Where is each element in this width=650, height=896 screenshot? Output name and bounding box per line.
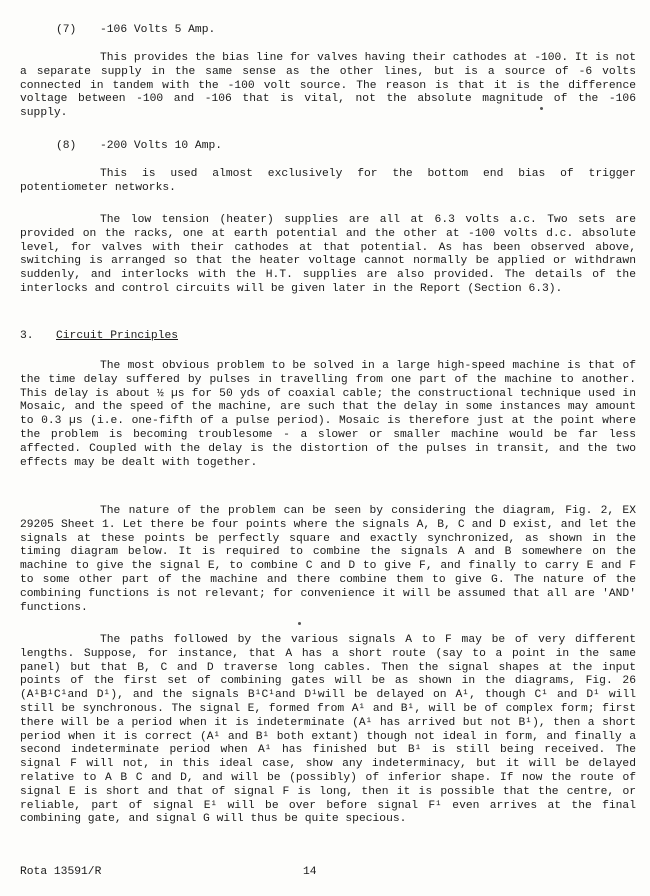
paragraph-bias-line: This provides the bias line for valves having their cathodes at -100. It is not a separate supply in the same sense as the other lines, but is a source of -6 volts connected in tandem with the -100 volt source. The reason is that it is the difference voltage between -100 and -106 that is vital, not the absolute magnitude of the -106 supply. bbox=[20, 52, 636, 120]
section-number: 3. bbox=[20, 330, 34, 342]
item-text: -200 Volts 10 Amp. bbox=[100, 140, 223, 152]
item-text: -106 Volts 5 Amp. bbox=[100, 24, 216, 36]
section-heading bbox=[20, 330, 178, 344]
page-number: 14 bbox=[303, 866, 317, 878]
item-number: (7) bbox=[56, 24, 77, 36]
item-number: (8) bbox=[56, 140, 77, 152]
paragraph-time-delay-problem: The most obvious problem to be solved in a large high-speed machine is that of the time delay suffered by pulses in travelling from one part of the machine to another. This delay is about ½ µs for 50 yds of coaxial cable; the constructional technique used in Mosaic, and the speed of the machine, are such that the delay in some instances may amount to 0.3 µs (i.e. one-fifth of a pulse period). Mosaic is therefore just at the point where the problem is becoming troublesome - a slower or smaller machine would be far less affected. Coupled with the delay is the distortion of the pulses in transit, and the two effects may be dealt with together. bbox=[20, 360, 636, 469]
supply-item-7 bbox=[56, 24, 215, 38]
paragraph-signal-paths: The paths followed by the various signals A to F may be of very different lengths. Suppose, for instance, that A has a short route (say to a point in the same panel) but that B, C and D traverse long cables. Then the signal shapes at the input points of the first set of combining gates will be as shown in the diagrams, Fig. 26 (A¹B¹C¹and D¹), and the signals B¹C¹and D¹will be delayed on A¹, though C¹ and D¹ will still be synchronous. The signal E, formed from A¹ and B¹, will be of complex form; first there will be a period when it is indeterminate (A¹ has arrived but not B¹), then a short period when it is correct (A¹ and B¹ both extant) though not ideal in form, and finally a second indeterminate period when A¹ has finished but B¹ is still being received. The signal F will not, in this ideal case, show any indeterminacy, but it will be delayed relative to A B C and D, and will be (possibly) of inferior shape. If now the route of signal E is short and that of signal F is long, then it is possible that the centre, or reliable, part of signal E¹ will be over before signal F¹ even arrives at the final combining gate, and signal G will thus be quite specious. bbox=[20, 634, 636, 826]
paragraph-low-tension-supplies: The low tension (heater) supplies are all at 6.3 volts a.c. Two sets are provided on the racks, one at earth potential and the other at -100 volts d.c. absolute level, for valves with their cathodes at that potential. As has been observed above, switching is arranged so that the heater voltage cannot normally be applied or withdrawn suddenly, and interlocks with the H.T. supplies are also provided. The details of the interlocks and control circuits will be given later in the Report (Section 6.3). bbox=[20, 214, 636, 295]
paragraph-problem-nature: The nature of the problem can be seen by considering the diagram, Fig. 2, EX 29205 Sheet 1. Let there be four points where the signals A, B, C and D exist, and let the signals at these points be perfectly square and exactly synchronized, as shown in the timing diagram below. It is required to combine the signals A and B somewhere on the machine to give the signal E, to combine C and D to give F, and finally to carry E and F to some other part of the machine and there combine them to give G. The nature of the combining functions is not relevant; for convenience it will be assumed that all are 'AND' functions. bbox=[20, 505, 636, 614]
scan-speck bbox=[540, 107, 543, 110]
paragraph-bottom-end-bias: This is used almost exclusively for the bottom end bias of trigger potentiometer networks. bbox=[20, 168, 636, 194]
supply-item-8 bbox=[56, 140, 222, 154]
document-reference: Rota 13591/R bbox=[20, 866, 102, 878]
scan-speck bbox=[298, 622, 301, 625]
section-title: Circuit Principles bbox=[56, 330, 179, 342]
